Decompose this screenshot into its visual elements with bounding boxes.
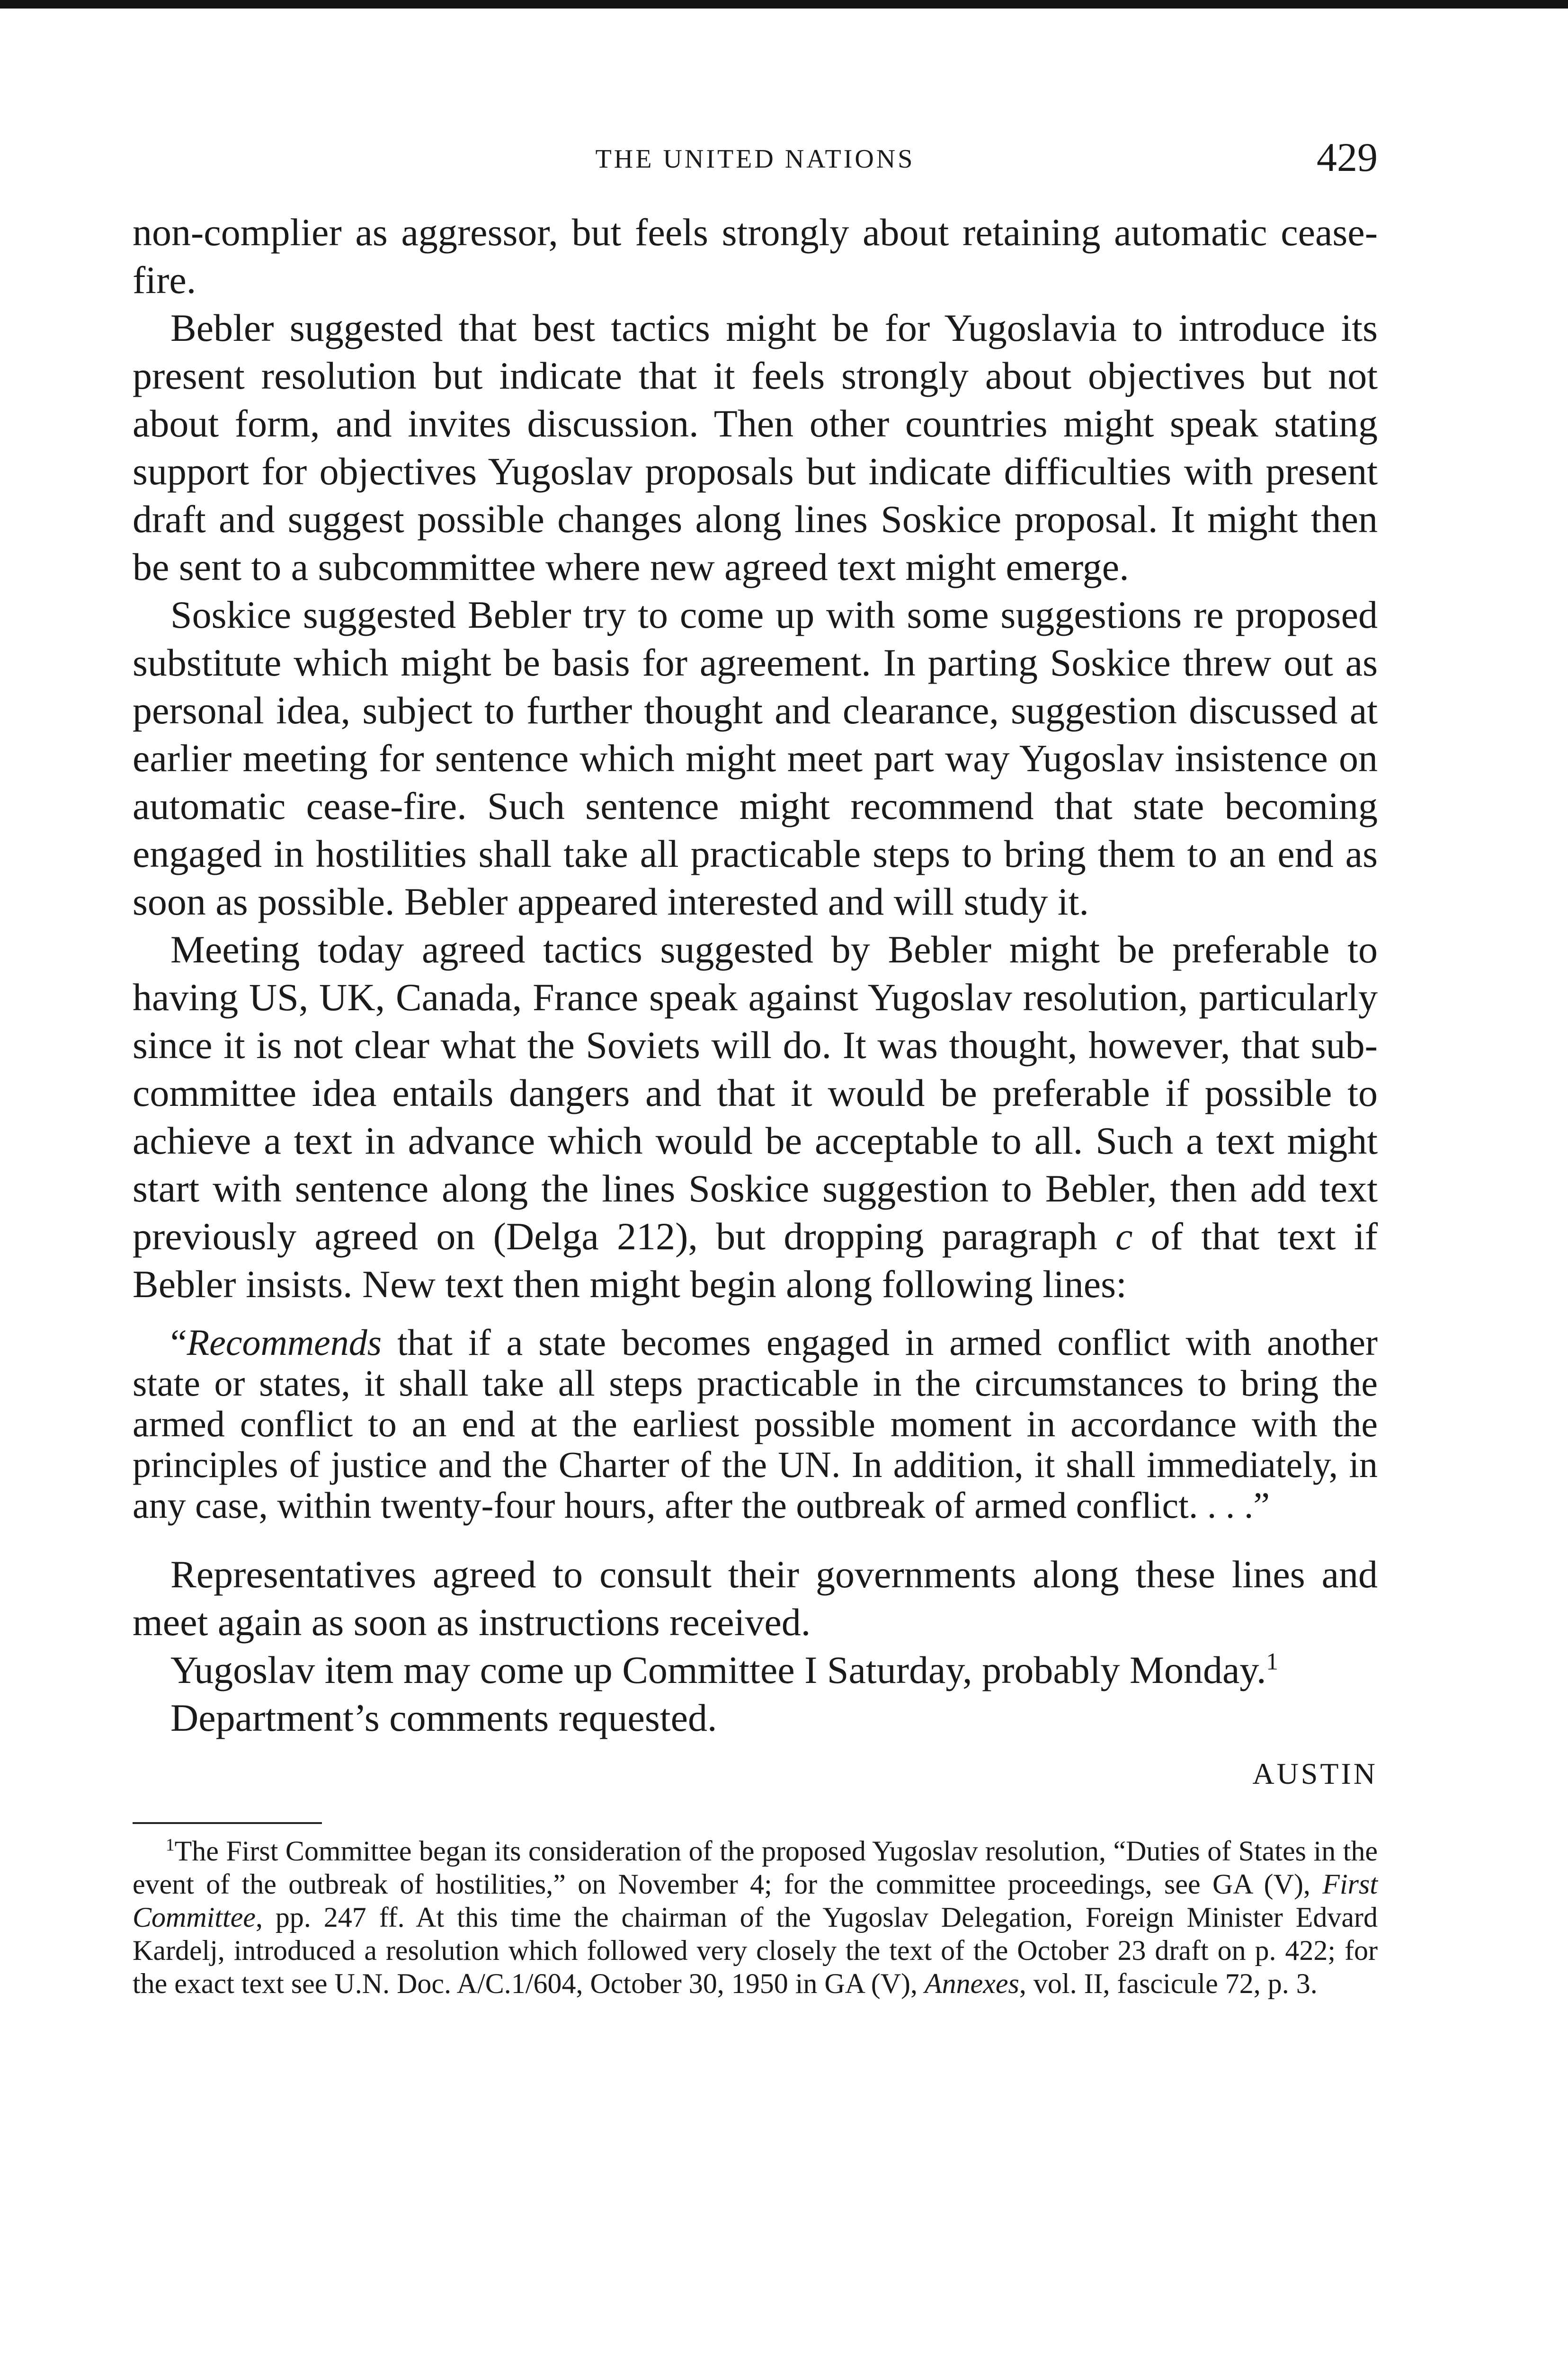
paragraph-7: Department’s comments requested. <box>170 1696 717 1739</box>
paragraph-2: Bebler suggested that best tactics might be for Yugoslavia to introduce its present resolution but indicate that it feels strongly about objectives but not about form, and invites discussion. Then other countries might speak stating support for objectives Yugoslav proposals but indicate difficulties with present draft and suggest possible changes along lines Soskice proposal. It might then be sent to a subcommittee where new agreed text might emerge. <box>133 306 1378 588</box>
footnote-italic-a: First Committee <box>133 1869 1378 1933</box>
paragraph-4-text-b: of that text if Bebler insists. New text then might begin along following lines: <box>133 1215 1378 1306</box>
footnote-reference[interactable]: 1 <box>1266 1648 1278 1675</box>
paragraph-6 <box>133 1646 1378 1694</box>
paragraph-3: Soskice suggested Bebler try to come up with some suggestions re proposed substitute which might be basis for agreement. In parting Soskice threw out as personal idea, subject to further thought and clearance, suggestion discussed at earlier meeting for sentence which might meet part way Yugoslav insistence on automatic cease-fire. Such sentence might recommend that state becoming engaged in hostilities shall take all practicable steps to bring them to an end as soon as possible. Bebler appeared interested and will study it. <box>133 593 1378 923</box>
signature: AUSTIN <box>1252 1757 1378 1790</box>
page-number: 429 <box>1317 134 1378 180</box>
page-header <box>133 133 1378 190</box>
quote-text: that if a state becomes engaged in armed conflict with another state or states, it shall take all steps practicable in the circumstances to bring the armed conflict to an end at the earliest possible moment in accordance with the principles of justice and the Charter of the UN. In addition, it shall immediately, in any case, within twenty-four hours, after the outbreak of armed conflict. . . .” <box>133 1322 1378 1526</box>
paragraph-6-text: Yugoslav item may come up Committee I Saturday, probably Monday. <box>170 1648 1266 1691</box>
paragraph-4-text-a: Meeting today agreed tactics suggested by Bebler might be preferable to having US, UK, Canada, France speak against Yugoslav resolution, particularly since it is not clear what the Soviets will do. It was thought, however, that sub-committee idea entails dangers and that it would be preferable if possible to achieve a text in advance which would be acceptable to all. Such a text might start with sentence along the lines Soskice suggestion to Bebler, then add text previously agreed on (Delga 212), but dropping paragraph <box>133 928 1378 1258</box>
footnote-divider <box>133 1822 322 1824</box>
footnote-1 <box>133 1834 1378 2000</box>
paragraph-1: non-complier as aggressor, but feels strongly about retaining automatic cease-fire. <box>133 211 1378 302</box>
block-quote <box>133 1322 1378 1526</box>
paragraph-5: Representatives agreed to consult their governments along these lines and meet again as soon as instructions received. <box>133 1553 1378 1644</box>
paragraph-4 <box>133 925 1378 1308</box>
quote-open-mark: “ <box>170 1322 187 1363</box>
footnote-text-c: , vol. II, fascicule 72, p. 3. <box>1019 1968 1318 1999</box>
running-head: THE UNITED NATIONS <box>595 144 915 174</box>
top-border <box>0 0 1568 9</box>
document-body <box>133 208 1378 2000</box>
footnote-text-b: , pp. 247 ff. At this time the chairman of the Yugoslav Delegation, Foreign Minister Edvard Kardelj, introduced a resolution which followed very closely the text of the October 23 draft on p. 422; for the exact text see U.N. Doc. A/C.1/604, October 30, 1950 in GA (V), <box>133 1902 1378 1999</box>
footnote-marker: 1 <box>166 1835 175 1855</box>
quote-italic: Recommends <box>187 1322 382 1363</box>
footnote-text-a: The First Committee began its consideration of the proposed Yugoslav resolution, “Duties of States in the event of the outbreak of hostilities,” on November 4; for the committee proceedings, see GA (V), <box>133 1835 1378 1900</box>
footnote-italic-b: Annexes <box>925 1968 1019 1999</box>
paragraph-4-italic: c <box>1115 1215 1133 1258</box>
